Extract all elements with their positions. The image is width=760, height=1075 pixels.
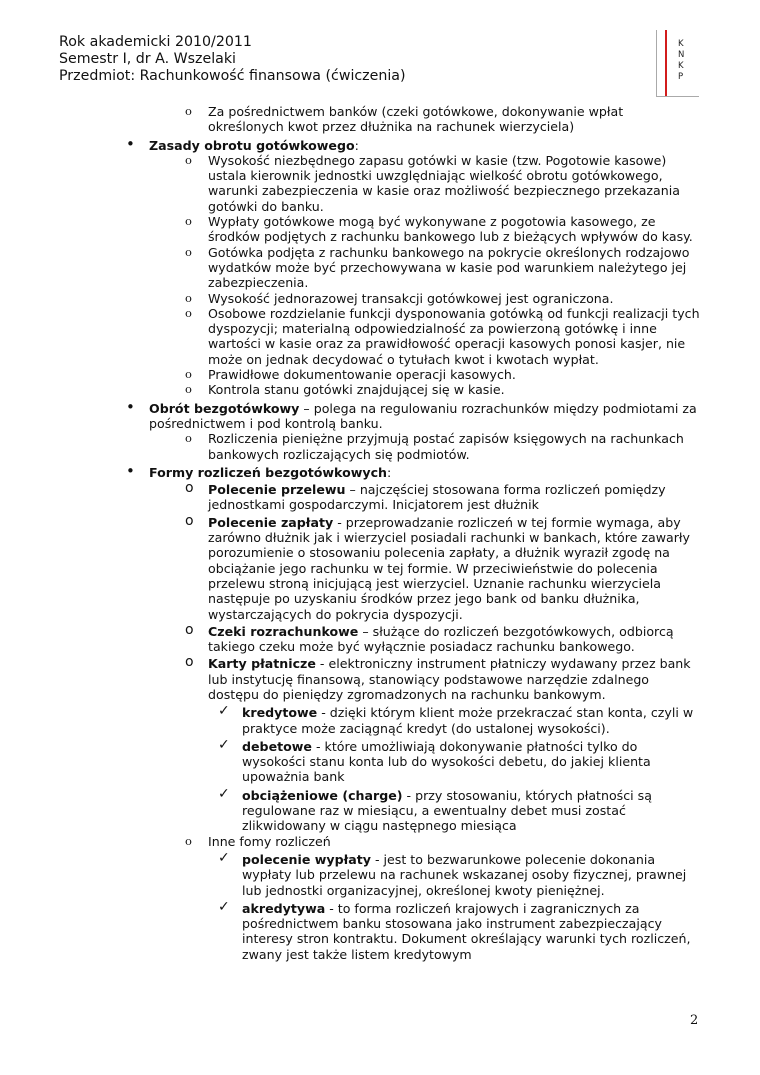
list-item [0, 482, 700, 513]
list-item [0, 624, 700, 655]
list-item [0, 515, 700, 622]
header-semester: Semestr I, dr A. Wszelaki [59, 51, 236, 67]
list-item: o Wysokość niezbędnego zapasu gotówki w kasie (tzw. Pogotowie kasowe) ustala kierownik jednostki uwzględniając wielkość obrotu gotówkowego, warunki zabezpieczenia w kasie oraz możliwość bezpiecznego przekazania gotówki do banku. [0, 153, 700, 214]
item-title: polecenie wypłaty [242, 851, 371, 867]
list-item: o Prawidłowe dokumentowanie operacji kasowych. [0, 367, 700, 382]
item-title: kredytowe [242, 705, 318, 721]
list-item: o Osobowe rozdzielanie funkcji dysponowania gotówką od funkcji realizacji tych dyspozycji; materialną odpowiedzialność za powierzoną gotówkę i inne wartości w kasie oraz za prawidłowość operacji kasowych ponosi kasjer, nie może on jednak decydować o tytułach kwot i kwotach wypłat. [0, 306, 700, 367]
section-title: Formy rozliczeń bezgotówkowych [149, 464, 388, 480]
section-text: – polega na regulowaniu rozrachunków między podmiotami za pośrednictwem i pod kontrolą banku. [149, 400, 697, 431]
section-noncash-forms [0, 465, 703, 480]
item-text: - przeprowadzanie rozliczeń w tej formie wymaga, aby zarówno dłużnik jak i wierzyciel posiadali rachunki w bankach, które zawarły porozumienie o stosowaniu polecenia zapłaty, a dłużnik wyraził zgodę na obciążanie jego rachunku w tej formie. W przeciwieństwie do polecenia przelewu stroną inicjującą jest wierzyciel. Uznanie rachunku wierzyciela następuje po uzyskaniu środków przez jego bank od banku dłużnika, wystarczających do pokrycia dyspozycji. [208, 514, 690, 622]
item-title: Czeki rozrachunkowe [208, 623, 359, 639]
colon: : [354, 137, 359, 153]
item-title: obciążeniowe (charge) [242, 787, 403, 803]
logo-letter: P [678, 72, 684, 82]
list-item [0, 656, 700, 702]
item-text: - przy stosowaniu, których płatności są regulowane raz w miesiącu, a ewentualny debet musi zostać zlikwidowany w ciągu następnego miesiąca [242, 787, 652, 834]
item-title: Polecenie zapłaty [208, 514, 334, 530]
item-text: - które umożliwiają dokonywanie płatności tylko do wysokości stanu konta lub do wysokości debetu, do jakiej klienta upoważnia bank [242, 738, 651, 785]
item-text: – służące do rozliczeń bezgotówkowych, odbiorcą takiego czeku może być wyłącznie posiadacz rachunku bankowego. [208, 623, 674, 655]
item-text: - elektroniczny instrument płatniczy wydawany przez bank lub instytucję finansową, stanowiący podstawowe narzędzie zdalnego dostępu do pieniędzy zgromadzonych na rachunku bankowym. [208, 656, 691, 702]
item-text: - to forma rozliczeń krajowych i zagranicznych za pośrednictwem banku stosowana jako instrument zabezpieczający interesy stron kontraktu. Dokument określający warunki tych rozliczeń, zwany jest także listem kredytowym [242, 900, 691, 962]
section-title: Obrót bezgotówkowy [149, 400, 300, 416]
list-item: o Wypłaty gotówkowe mogą być wykonywane z pogotowia kasowego, ze środków podjętych z rachunku bankowego lub z bieżących wpływów do kasy. [0, 214, 700, 245]
item-text: - jest to bezwarunkowe polecenie dokonania wypłaty lub przelewu na rachunek wskazanej osoby fizycznej, prawnej lub jednostki organizacyjnej, określonej kwoty pieniężnej. [242, 851, 687, 898]
item-text: – najczęściej stosowana forma rozliczeń pomiędzy jednostkami gospodarczymi. Inicjatorem jest dłużnik [208, 482, 666, 513]
item-title: Polecenie przelewu [208, 482, 346, 498]
item-title: Karty płatnicze [208, 656, 316, 672]
section-title: Zasady obrotu gotówkowego [149, 137, 355, 153]
logo-letter: K [678, 61, 684, 71]
item-text: - dzięki którym klient może przekraczać stan konta, czyli w praktyce może zaciągnąć kredyt (do ustalonej wysokości). [242, 705, 694, 736]
list-item: o Inne fomy rozliczeń [0, 834, 700, 849]
list-item: o Za pośrednictwem banków (czeki gotówkowe, dokonywanie wpłat określonych kwot przez dłużnika na rachunek wierzyciela) [0, 104, 700, 135]
list-item: o Wysokość jednorazowej transakcji gotówkowej jest ograniczona. [0, 291, 700, 306]
section-noncash [0, 401, 703, 432]
page-number: 2 [690, 1013, 699, 1028]
knkp-logo [656, 30, 699, 97]
logo-letter: K [678, 39, 684, 49]
checklist-item [0, 852, 700, 898]
header-subject: Przedmiot: Rachunkowość finansowa (ćwiczenia) [59, 68, 406, 84]
logo-letter: N [678, 50, 685, 60]
colon: : [387, 464, 392, 480]
document-header [59, 34, 406, 85]
list-item: o Gotówka podjęta z rachunku bankowego na pokrycie określonych rodzajowo wydatków może być przechowywana w kasie pod warunkiem należytego jej zabezpieczenia. [0, 245, 700, 291]
section-cash-rules [0, 138, 703, 153]
item-title: debetowe [242, 738, 312, 754]
checklist-item [0, 739, 700, 785]
document-body [0, 104, 760, 962]
checklist-item [0, 901, 700, 962]
list-item: o Kontrola stanu gotówki znajdującej się w kasie. [0, 382, 700, 397]
header-academic-year: Rok akademicki 2010/2011 [59, 34, 252, 50]
logo-red-bar [665, 30, 667, 96]
checklist-item [0, 788, 700, 834]
list-item: o Rozliczenia pieniężne przyjmują postać zapisów księgowych na rachunkach bankowych rozliczających się podmiotów. [0, 431, 700, 462]
item-title: akredytywa [242, 900, 326, 916]
checklist-item [0, 705, 700, 736]
